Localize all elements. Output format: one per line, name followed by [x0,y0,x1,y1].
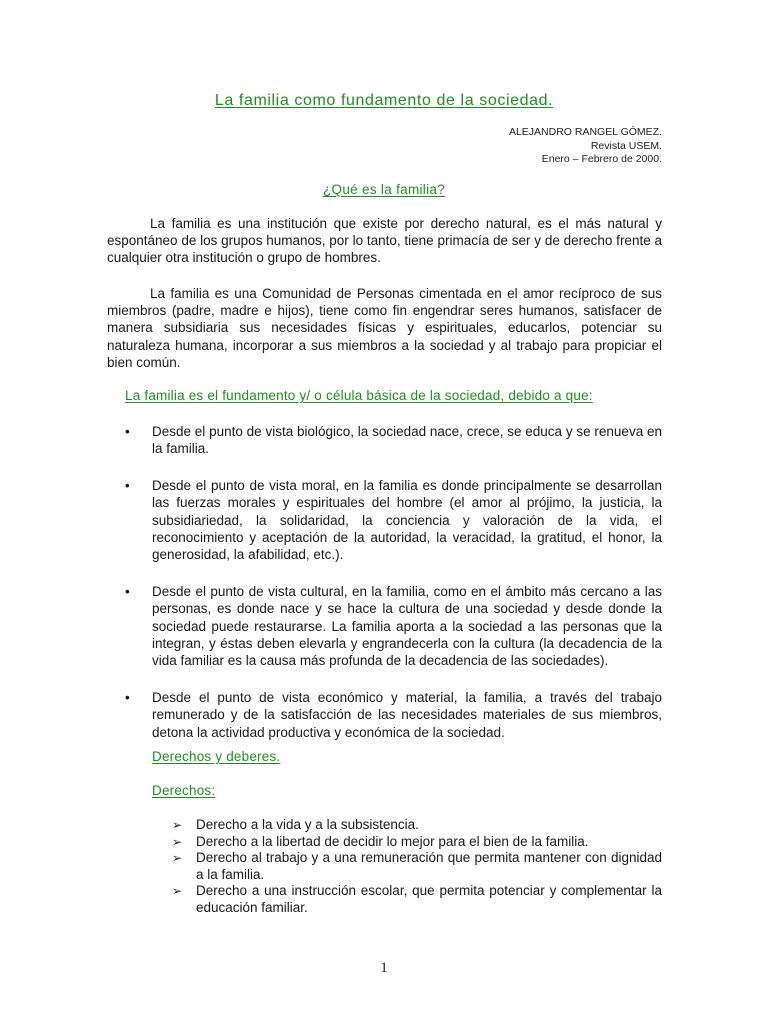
publication-date: Enero – Febrero de 2000. [541,153,662,165]
list-item [107,583,662,670]
author-block [509,126,662,167]
list-item [107,423,662,458]
list-item [107,477,662,564]
bullet-icon: • [125,583,130,599]
paragraph-2: La familia es una Comunidad de Personas cimentada en el amor recíproco de sus miembros (padre, madre e hijos), tiene como fin engendrar seres humanos, satisfacer de manera subsidiaria sus necesidades físicas y espirituales, educarlos, potenciar su naturaleza humana, incorporar a sus miembros a la sociedad y al trabajo para propiciar el bien común. [107,286,662,370]
arrow-icon: ➢ [172,884,183,899]
author-name: ALEJANDRO RANGEL GÓMEZ. [508,126,662,138]
rights-list [152,817,662,917]
right-text: Derecho a la vida y a la subsistencia. [196,817,419,832]
document-title: La familia como fundamento de la sociedad. [214,92,554,109]
question-heading: ¿Qué es la familia? [323,182,445,197]
arrow-icon: ➢ [172,818,183,832]
rights-duties-heading: Derechos y deberes. [152,749,281,764]
bullet-icon: • [125,424,130,439]
right-text: Derecho a la libertad de decidir lo mejor para el bien de la familia. [196,833,589,849]
bullet-text: Desde el punto de vista moral, en la familia es donde principalmente se desarrollan las fuerzas morales y espirituales del hombre (el amor al prójimo, la justicia, la subsidiariedad, la solidaridad, la conciencia y valoración de la vida, el reconocimiento y aceptación de la autoridad, la veracidad, la gratitud, el honor, la generosidad, la afabilidad, etc.). [152,477,662,563]
section-heading: La familia es el fundamento y/ o célula básica de la sociedad, debido a que: [125,388,593,403]
list-item [152,817,662,834]
bullet-icon: • [125,689,130,705]
list-item [107,689,662,741]
arrow-icon: ➢ [172,834,183,849]
list-item [152,883,662,916]
bullet-list [107,423,662,760]
bullet-icon: • [125,477,130,493]
publication-name: Revista USEM. [590,139,662,152]
bullet-text: Desde el punto de vista cultural, en la familia, como en el ámbito más cercano a las personas, es donde nace y se hace la cultura de una sociedad y desde donde la sociedad puede restaurarse. La familia aporta a la sociedad a las personas que la integran, y éstas deben elevarla y engrandecerla con la cultura (la decadencia de la vida familiar es la causa más profunda de la decadencia de las sociedades). [152,583,662,669]
right-text: Derecho a una instrucción escolar, que permita potenciar y complementar la educación familiar. [196,883,662,915]
list-item [152,834,662,851]
page-number: 1 [380,960,388,976]
bullet-text: Desde el punto de vista biológico, la sociedad nace, crece, se educa y se renueva en la familia. [152,424,662,457]
paragraph-1: La familia es una institución que existe por derecho natural, es el más natural y espontáneo de los grupos humanos, por lo tanto, tiene primacía de ser y de derecho frente a cualquier otra institución o grupo de hombres. [107,216,662,266]
right-text: Derecho al trabajo y a una remuneración que permita mantener con dignidad a la familia. [196,850,662,882]
rights-heading: Derechos: [152,783,216,798]
arrow-icon: ➢ [172,851,183,866]
list-item [152,850,662,883]
bullet-text: Desde el punto de vista económico y material, la familia, a través del trabajo remunerado y de la satisfacción de las necesidades materiales de sus miembros, detona la actividad productiva y económica de la sociedad. [152,689,662,740]
